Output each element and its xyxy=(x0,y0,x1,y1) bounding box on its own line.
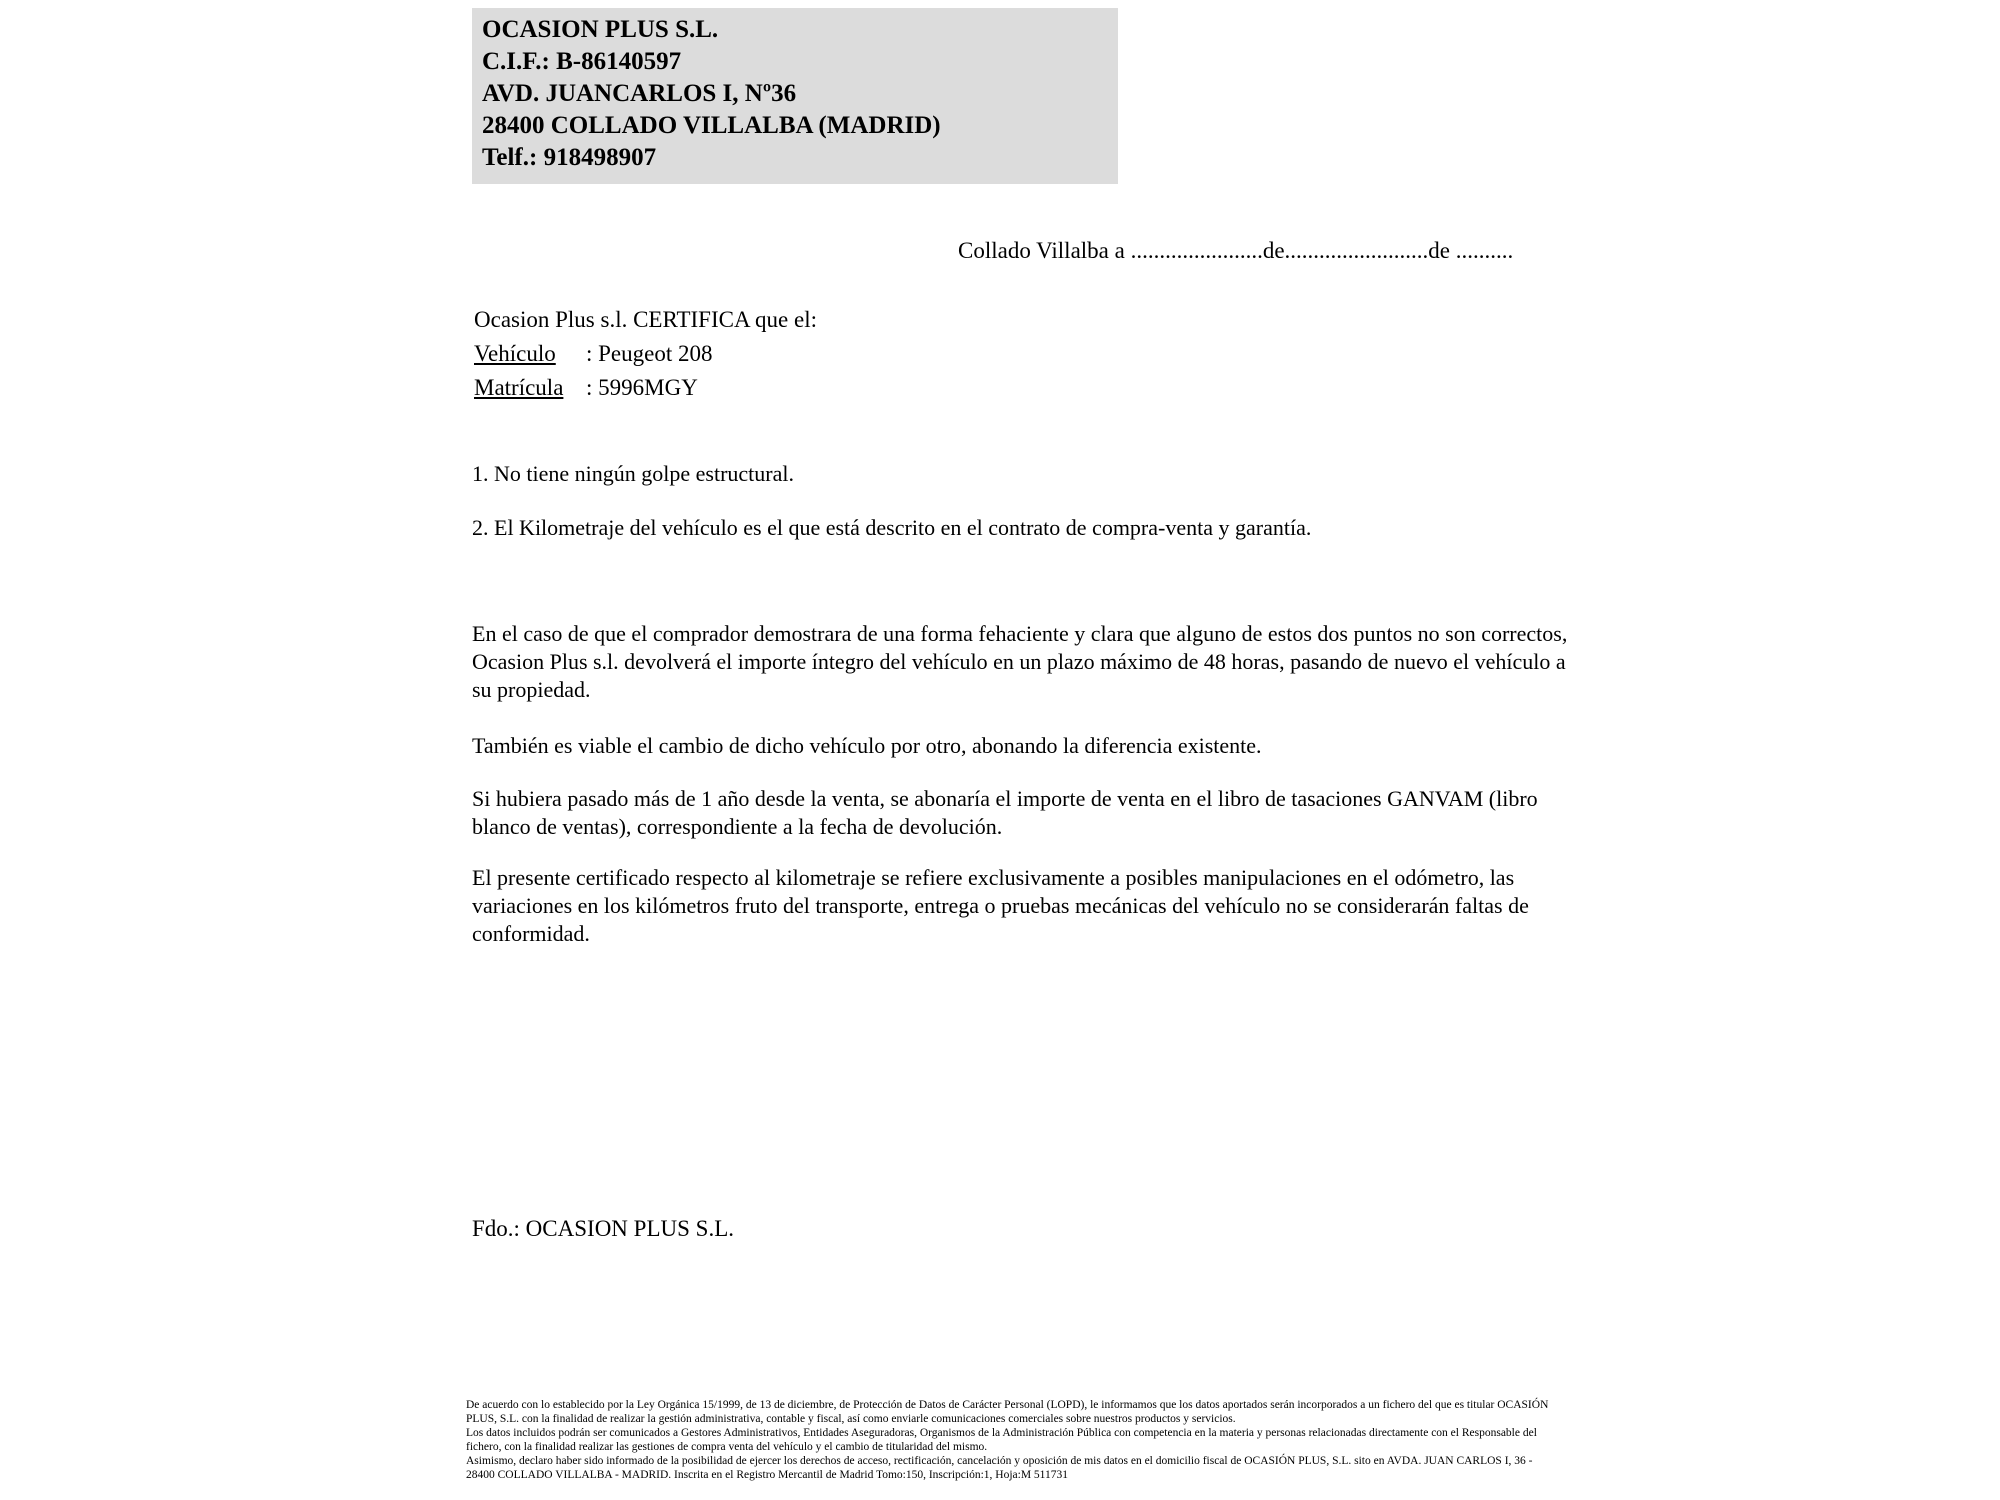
legal-paragraph-3: Asimismo, declaro haber sido informado de la posibilidad de ejercer los derechos de acceso, rectificación, cancelación y oposición de mis datos en el domicilio fiscal de OCASIÓN PLUS, S.L. sito en AVDA. JUAN CARLOS I, 36 - 28400 COLLADO VILLALBA - MADRID. Inscrita en el Registro Mercantil de Madrid Tomo:150, Inscripción:1, Hoja:M 511731 xyxy=(466,1455,1533,1481)
plate-row xyxy=(474,371,817,405)
company-header-box xyxy=(472,8,1118,184)
certification-intro: Ocasion Plus s.l. CERTIFICA que el: xyxy=(474,307,817,332)
vehicle-label-text: Vehículo xyxy=(474,341,556,366)
company-address-line2: 28400 COLLADO VILLALBA (MADRID) xyxy=(482,112,941,139)
legal-paragraph-2: Los datos incluidos podrán ser comunicados a Gestores Administrativos, Entidades Aseguradoras, Organismos de la Administración Pública con competencia en la materia y personas relacionadas directamente con el Responsable del fichero, con la finalidad realizar las gestiones de compra venta del vehículo y el cambio de titularidad del mismo. xyxy=(466,1427,1537,1453)
certified-point-1: 1. No tiene ningún golpe estructural. xyxy=(472,461,794,486)
signature-line: Fdo.: OCASION PLUS S.L. xyxy=(472,1216,734,1241)
plate-label-text: Matrícula xyxy=(474,375,564,400)
legal-notice xyxy=(466,1398,1562,1482)
legal-paragraph-1: De acuerdo con lo establecido por la Ley Orgánica 15/1999, de 13 de diciembre, de Protección de Datos de Carácter Personal (LOPD), le informamos que los datos aportados serán incorporados a un fichero del que es titular OCASIÓN PLUS, S.L. con la finalidad de realizar la gestión administrativa, contable y fiscal, así como enviarle comunicaciones comerciales sobre nuestros productos y servicios. xyxy=(466,1399,1549,1425)
company-cif: C.I.F.: B-86140597 xyxy=(482,48,682,75)
company-name: OCASION PLUS S.L. xyxy=(482,16,719,43)
exchange-paragraph: También es viable el cambio de dicho vehículo por otro, abonando la diferencia existente. xyxy=(472,733,1262,758)
plate-value: : 5996MGY xyxy=(586,375,698,400)
certification-block xyxy=(474,303,817,405)
company-phone: Telf.: 918498907 xyxy=(482,144,657,171)
vehicle-value: : Peugeot 208 xyxy=(586,341,713,366)
date-line: Collado Villalba a .......................de.........................de .......... xyxy=(958,238,1514,263)
ganvam-paragraph: Si hubiera pasado más de 1 año desde la venta, se abonaría el importe de venta en el libro de tasaciones GANVAM (libro blanco de ventas), correspondiente a la fecha de devolución. xyxy=(472,786,1538,839)
vehicle-row xyxy=(474,337,817,371)
plate-label xyxy=(474,371,586,405)
certified-point-2: 2. El Kilometraje del vehículo es el que está descrito en el contrato de compra-venta y garantía. xyxy=(472,515,1312,540)
vehicle-label xyxy=(474,337,586,371)
refund-paragraph: En el caso de que el comprador demostrara de una forma fehaciente y clara que alguno de estos dos puntos no son correctos, Ocasion Plus s.l. devolverá el importe íntegro del vehículo en un plazo máximo de 48 horas, pasando de nuevo el vehículo a su propiedad. xyxy=(472,621,1568,702)
odometer-paragraph: El presente certificado respecto al kilometraje se refiere exclusivamente a posibles manipulaciones en el odómetro, las variaciones en los kilómetros fruto del transporte, entrega o pruebas mecánicas del vehículo no se considerarán faltas de conformidad. xyxy=(472,865,1529,946)
company-address-line1: AVD. JUANCARLOS I, Nº36 xyxy=(482,80,797,107)
